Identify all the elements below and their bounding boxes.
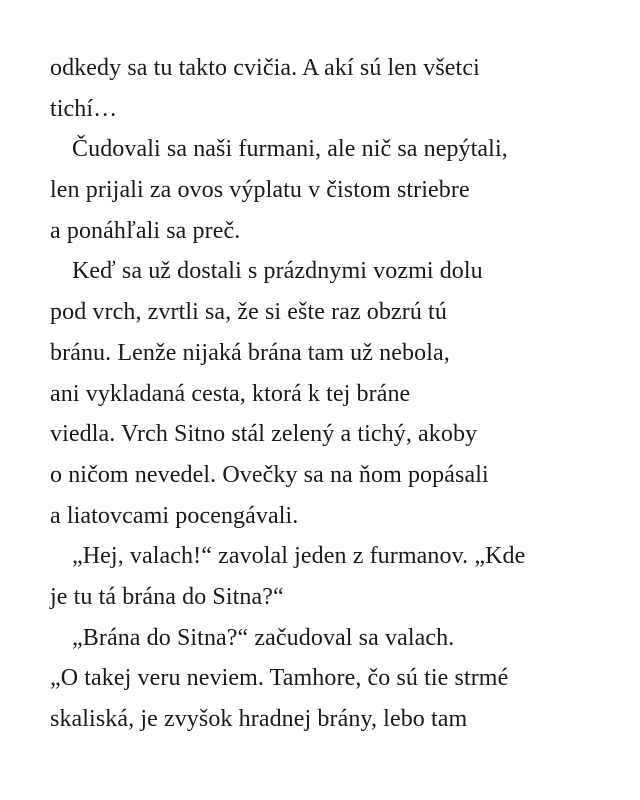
- text-line: pod vrch, zvrtli sa, že si ešte raz obzrú tú: [50, 299, 447, 326]
- text-line: o ničom nevedel. Ovečky sa na ňom popásali: [50, 461, 489, 488]
- book-page-text: [50, 48, 610, 740]
- text-line: je tu tá brána do Sitna?“: [50, 583, 284, 610]
- text-line: viedla. Vrch Sitno stál zelený a tichý, akoby: [50, 421, 478, 448]
- text-line: skaliská, je zvyšok hradnej brány, lebo tam: [50, 706, 468, 732]
- text-line: Keď sa už dostali s prázdnymi vozmi dolu: [72, 258, 483, 285]
- text-line: „Brána do Sitna?“ začudoval sa valach.: [72, 624, 455, 651]
- text-line: len prijali za ovos výplatu v čistom striebre: [50, 177, 470, 204]
- text-line: bránu. Lenže nijaká brána tam už nebola,: [50, 339, 450, 366]
- text-line: „Hej, valach!“ zavolal jeden z furmanov. „Kde: [72, 543, 526, 570]
- text-line: ani vykladaná cesta, ktorá k tej bráne: [50, 380, 411, 407]
- text-line: a ponáhľali sa preč.: [50, 217, 241, 244]
- text-line: a liatovcami pocengávali.: [50, 502, 299, 529]
- text-line: tichí…: [50, 95, 118, 122]
- text-line: „O takej veru neviem. Tamhore, čo sú tie strmé: [50, 665, 509, 692]
- text-line: Čudovali sa naši furmani, ale nič sa nepýtali,: [72, 136, 508, 163]
- text-line: odkedy sa tu takto cvičia. A akí sú len všetci: [50, 55, 480, 81]
